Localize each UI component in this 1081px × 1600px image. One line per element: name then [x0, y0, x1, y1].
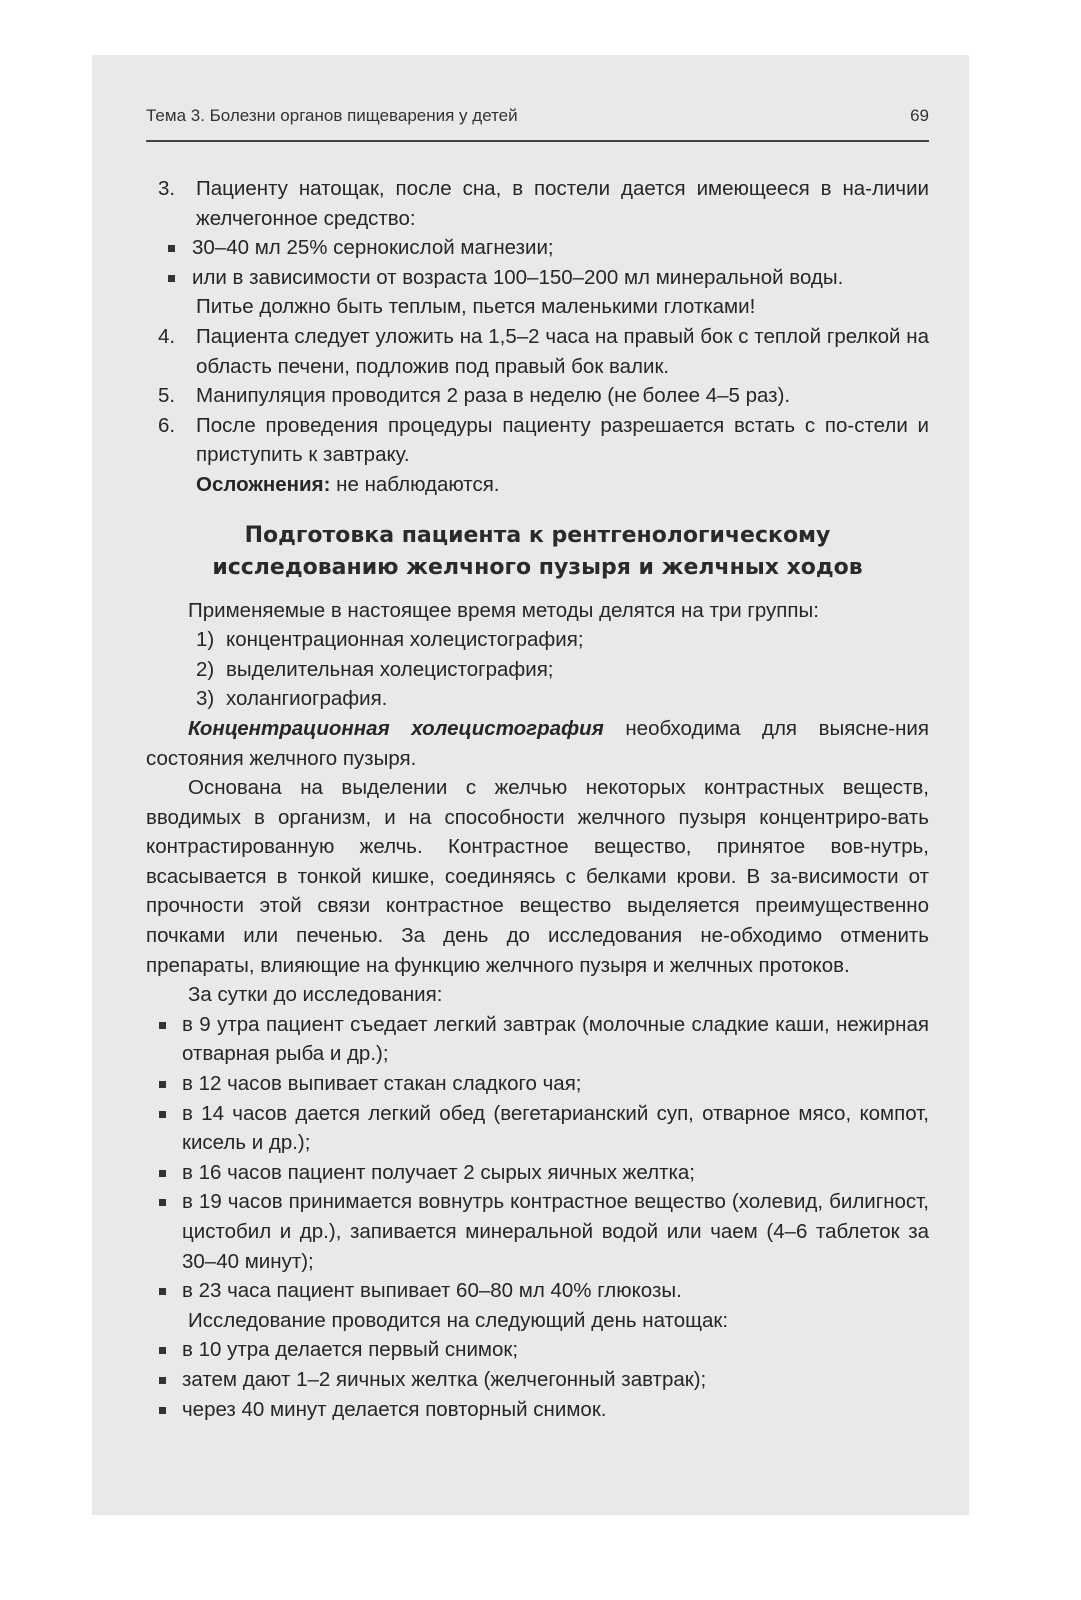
bullet-square-icon — [159, 1407, 166, 1414]
bullet-item — [146, 1276, 929, 1306]
item-text: в 12 часов выпивает стакан сладкого чая; — [182, 1072, 582, 1096]
item-text: в 9 утра пациент съедает легкий завтрак (молочные сладкие каши, нежирная отварная рыба и др.); — [182, 1012, 929, 1066]
item-text: После проведения процедуры пациенту разрешается встать с по-стели и приступить к завтраку. — [196, 413, 929, 467]
numbered-item — [146, 174, 929, 233]
bullet-item — [146, 1099, 929, 1158]
item-text: Питье должно быть теплым, пьется маленькими глотками! — [196, 295, 756, 319]
complications-text: не наблюдаются. — [330, 472, 500, 496]
method-item — [146, 625, 929, 655]
paragraph-text: необходима для выясне-ния состояния желчного пузыря. — [146, 716, 929, 770]
bullet-square-icon — [159, 1377, 166, 1384]
bullet-item — [146, 1187, 929, 1276]
section-heading-line: Подготовка пациента к рентгенологическому — [244, 522, 831, 548]
item-text: холангиография. — [226, 687, 388, 711]
item-number: 5. — [158, 384, 176, 408]
item-number: 2) — [196, 657, 215, 681]
item-text: в 14 часов дается легкий обед (вегетарианский суп, отварное мясо, компот, кисель и др.); — [182, 1101, 929, 1155]
section-heading — [146, 520, 929, 584]
running-header-title: Тема 3. Болезни органов пищеварения у детей — [146, 106, 518, 125]
bullet-square-icon — [159, 1111, 166, 1118]
item-text: Пациента следует уложить на 1,5–2 часа на правый бок с теплой грелкой на область печени, подложив под правый бок валик. — [196, 324, 929, 378]
paragraph-text: Применяемые в настоящее время методы делятся на три группы: — [188, 598, 819, 622]
bullet-item — [146, 1365, 929, 1395]
paragraph-text: Исследование проводится на следующий день натощак: — [188, 1308, 729, 1332]
paragraph — [146, 773, 929, 980]
bullet-square-icon — [159, 1347, 166, 1354]
numbered-item — [146, 411, 929, 470]
paragraph — [146, 1306, 929, 1336]
complications-label: Осложнения: — [196, 472, 331, 496]
item-text: 30–40 мл 25% сернокислой магнезии; — [192, 236, 554, 260]
paragraph — [146, 596, 929, 626]
numbered-item — [146, 381, 929, 411]
method-item — [146, 655, 929, 685]
paragraph-text: Основана на выделении с желчью некоторых контрастных веществ, вводимых в организм, и на способности желчного пузыря концентриро-вать контрастированную желчь. Контрастное вещество, принятое вов-нутрь, всасывается в тонкой кишке, соединяясь с белками крови. В за-висимости от прочности этой связи контрастное вещество выделяется преимущественно почками или печенью. За день до исследования не-обходимо отменить препараты, влияющие на функцию желчного пузыря и желчных протоков. — [146, 776, 929, 977]
bullet-item — [146, 1158, 929, 1188]
item-text: в 10 утра делается первый снимок; — [182, 1338, 519, 1362]
item-text: Пациенту натощак, после сна, в постели дается имеющееся в на-личии желчегонное средство: — [196, 177, 929, 230]
item-text: Манипуляция проводится 2 раза в неделю (не более 4–5 раз). — [196, 384, 791, 408]
item-number: 3. — [158, 177, 176, 200]
page-body — [146, 174, 929, 1424]
bullet-square-icon — [168, 275, 175, 282]
complications-line — [146, 470, 929, 500]
bullet-item — [146, 1335, 929, 1365]
bullet-square-icon — [159, 1081, 166, 1088]
bullet-square-icon — [168, 245, 175, 252]
item-number: 6. — [158, 413, 176, 437]
item-text: в 16 часов пациент получает 2 сырых яичных желтка; — [182, 1160, 695, 1184]
bullet-item — [146, 1069, 929, 1099]
item-text: в 23 часа пациент выпивает 60–80 мл 40% глюкозы. — [182, 1279, 682, 1303]
bullet-item — [146, 263, 929, 293]
item-text: затем дают 1–2 яичных желтка (желчегонный завтрак); — [182, 1367, 707, 1391]
bullet-square-icon — [159, 1199, 166, 1206]
bullet-square-icon — [159, 1170, 166, 1177]
paragraph — [146, 980, 929, 1010]
page-number: 69 — [910, 106, 929, 125]
bullet-square-icon — [159, 1022, 166, 1029]
item-number: 1) — [196, 628, 215, 652]
running-header — [146, 106, 929, 136]
bullet-item — [146, 233, 929, 263]
item-text: выделительная холецистография; — [226, 657, 554, 681]
paragraph — [146, 714, 929, 773]
section-heading-line: исследованию желчного пузыря и желчных ходов — [212, 554, 863, 580]
numbered-item — [146, 322, 929, 381]
emphasized-term: Концентрационная холецистография — [188, 716, 604, 740]
item-text: через 40 минут делается повторный снимок. — [182, 1397, 607, 1421]
paragraph-text: За сутки до исследования: — [188, 983, 443, 1007]
continuation-line — [146, 292, 929, 322]
item-number: 4. — [158, 324, 176, 348]
bullet-square-icon — [159, 1288, 166, 1295]
item-text: или в зависимости от возраста 100–150–200 мл минеральной воды. — [192, 265, 844, 289]
header-rule — [146, 140, 929, 142]
bullet-item — [146, 1010, 929, 1069]
method-item — [146, 684, 929, 714]
item-text: концентрационная холецистография; — [226, 628, 584, 652]
bullet-item — [146, 1395, 929, 1425]
item-number: 3) — [196, 687, 215, 711]
item-text: в 19 часов принимается вовнутрь контрастное вещество (холевид, билигност, цистобил и др.), запивается минеральной водой или чаем (4–6 таблеток за 30–40 минут); — [182, 1190, 929, 1273]
